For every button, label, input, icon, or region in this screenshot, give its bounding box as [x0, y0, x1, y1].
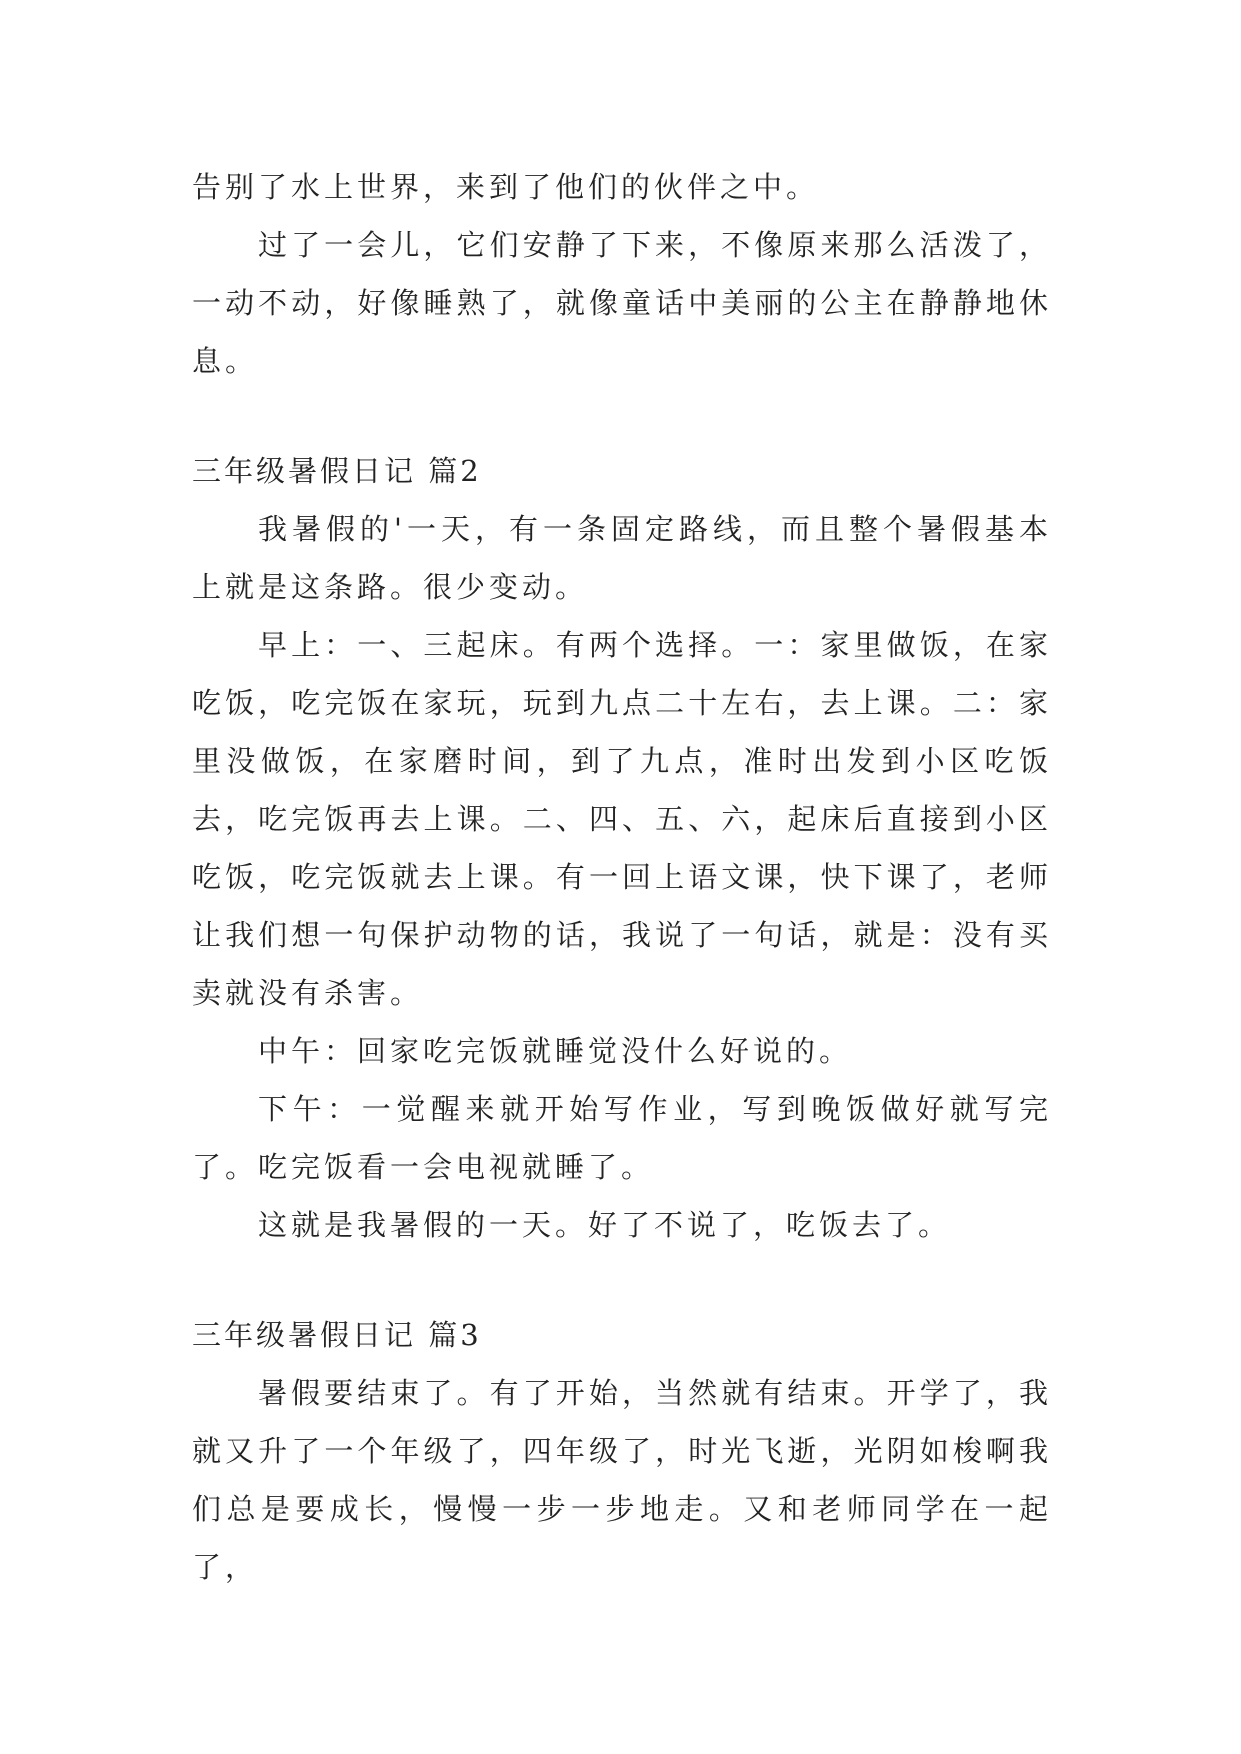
paragraph: 我暑假的'一天，有一条固定路线，而且整个暑假基本上就是这条路。很少变动。 — [192, 512, 1052, 604]
paragraph: 中午：回家吃完饭就睡觉没什么好说的。 — [258, 1034, 853, 1068]
document-body — [192, 158, 1052, 1596]
section-title: 三年级暑假日记 篇2 — [192, 454, 482, 488]
paragraph: 这就是我暑假的一天。好了不说了，吃饭去了。 — [258, 1208, 952, 1242]
section-gap — [192, 390, 1052, 442]
paragraph: 告别了水上世界，来到了他们的伙伴之中。 — [192, 170, 820, 204]
section-title: 三年级暑假日记 篇3 — [192, 1318, 482, 1352]
section-gap — [192, 1254, 1052, 1306]
paragraph: 暑假要结束了。有了开始，当然就有结束。开学了，我就又升了一个年级了，四年级了，时光飞逝，光阴如梭啊我们总是要成长，慢慢一步一步地走。又和老师同学在一起了， — [192, 1376, 1052, 1584]
paragraph: 过了一会儿，它们安静了下来，不像原来那么活泼了，一动不动，好像睡熟了，就像童话中美丽的公主在静静地休息。 — [192, 228, 1052, 378]
paragraph: 早上：一、三起床。有两个选择。一：家里做饭，在家吃饭，吃完饭在家玩，玩到九点二十左右，去上课。二：家里没做饭，在家磨时间，到了九点，准时出发到小区吃饭去，吃完饭再去上课。二、四、五、六，起床后直接到小区吃饭，吃完饭就去上课。有一回上语文课，快下课了，老师让我们想一句保护动物的话，我说了一句话，就是：没有买卖就没有杀害。 — [192, 628, 1052, 1010]
paragraph: 下午：一觉醒来就开始写作业，写到晚饭做好就写完了。吃完饭看一会电视就睡了。 — [192, 1092, 1052, 1184]
